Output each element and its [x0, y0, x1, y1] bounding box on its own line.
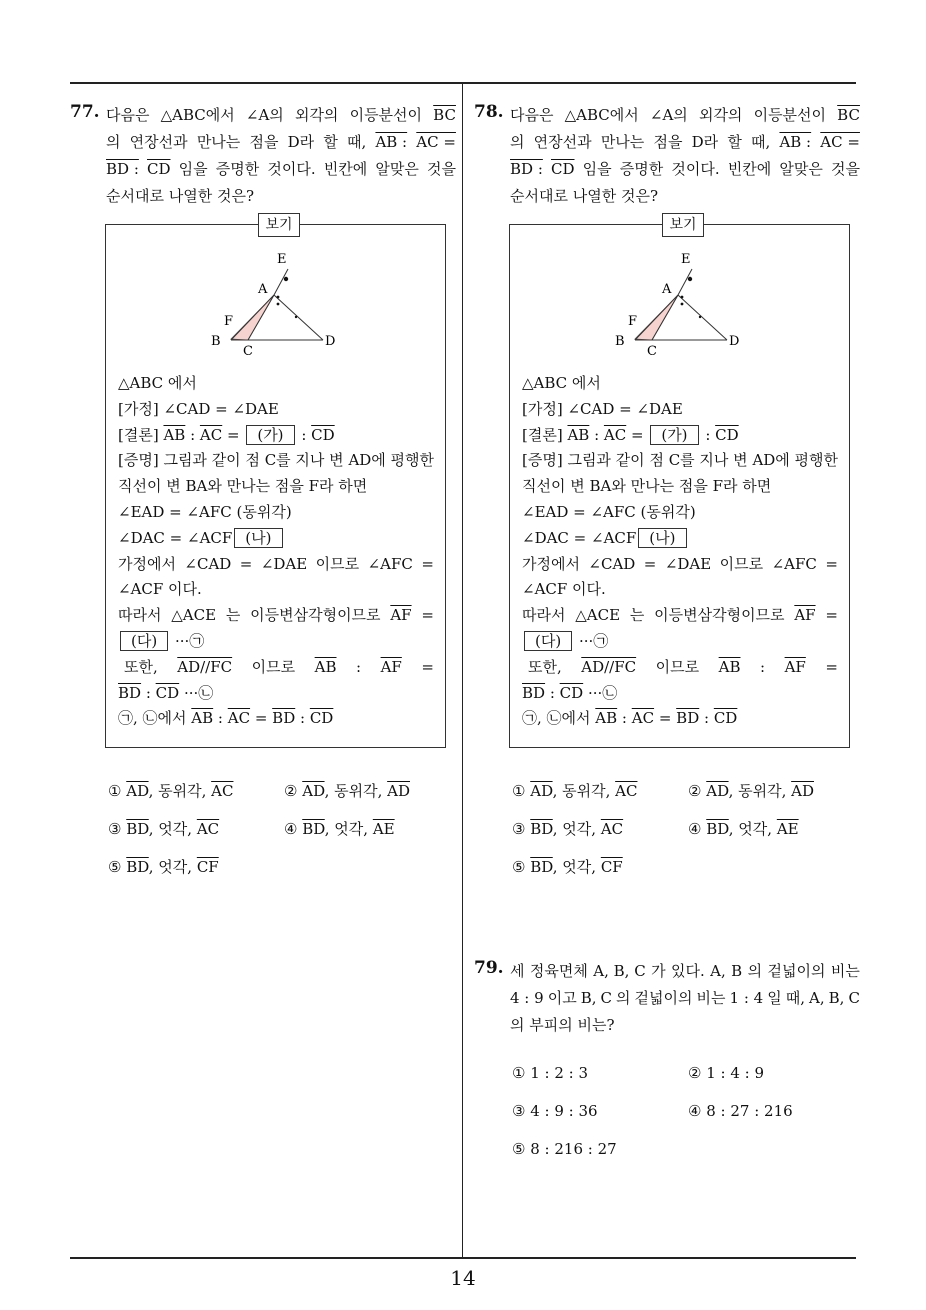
- word: 또한,: [528, 657, 562, 676]
- text: =: [626, 425, 649, 444]
- proof-line: [522, 603, 838, 629]
- segment: $\overline{AC}$: [631, 709, 655, 728]
- segment: $\overline{AC}$: [199, 425, 223, 444]
- blank-ga: (가): [650, 425, 698, 445]
- word: 의 부피의 비는?: [510, 1016, 615, 1034]
- proof-line: ∠EAD = ∠AFC (동위각): [522, 502, 696, 521]
- question-number: 78.: [474, 102, 504, 122]
- word: 이등변삼각형이므로: [654, 606, 785, 625]
- word: 빈칸에: [323, 160, 368, 178]
- choice-1[interactable]: ① 1 : 2 : 3: [512, 1064, 589, 1082]
- word: 이등변삼각형이므로: [250, 606, 381, 625]
- answer-choices: [108, 772, 458, 892]
- text: ···㉡: [583, 683, 618, 702]
- word: 연장선과: [533, 133, 592, 151]
- text: :: [617, 709, 632, 728]
- label-b: B: [615, 334, 625, 349]
- word: 때,: [347, 133, 367, 151]
- text: ···㉡: [179, 683, 214, 702]
- proof-line: [118, 655, 434, 681]
- question-number: 79.: [474, 958, 504, 978]
- segment-ba: [635, 295, 678, 340]
- word: 겉넓이의: [767, 962, 826, 980]
- segment: $\overline{CD}$: [551, 160, 575, 178]
- angle-mark: [681, 303, 684, 306]
- proof-line: [522, 629, 838, 655]
- top-rule: [70, 82, 856, 84]
- text: :: [185, 425, 200, 444]
- segment: BD :: [106, 160, 139, 178]
- word: 이므로: [719, 554, 764, 573]
- proof-line: [118, 552, 434, 578]
- word: 는: [225, 606, 241, 625]
- proof-line: [증명] 그림과 같이 점 C를 지나 변 AD에 평행한: [522, 451, 839, 470]
- word: A,: [809, 989, 825, 1007]
- word: 의: [106, 133, 121, 151]
- word: =: [643, 554, 657, 573]
- word: =: [825, 554, 838, 573]
- word: 는: [629, 606, 645, 625]
- proof-line: [118, 681, 434, 707]
- word: ∠DAE: [664, 554, 712, 573]
- segment: $\overline{CD}$: [309, 709, 334, 728]
- word: 만나는: [196, 133, 241, 151]
- question-line: [510, 1012, 860, 1039]
- blank-da: (다): [524, 631, 572, 651]
- word: 있다.: [671, 962, 705, 980]
- question-line: [106, 156, 456, 183]
- word: =: [825, 606, 838, 625]
- question-line: [510, 183, 860, 210]
- segment: $\overline{BD}$: [272, 709, 296, 728]
- proof-line: ∠ACF 이다.: [118, 580, 202, 599]
- label-a: A: [662, 282, 672, 297]
- question-text: [510, 958, 860, 1039]
- proof-text: [118, 371, 434, 732]
- proof-line: [522, 706, 838, 732]
- word: 다음은: [510, 106, 554, 124]
- segment: $\overline{AB}$: [314, 657, 337, 676]
- word: △ACE: [575, 606, 621, 625]
- segment: $\overline{CD}$: [715, 425, 739, 444]
- label-d: D: [325, 334, 336, 349]
- text: [결론]: [118, 425, 159, 444]
- segment: $\overline{BD}$: [118, 683, 142, 702]
- text: [결론]: [522, 425, 563, 444]
- word: 빈칸에: [727, 160, 772, 178]
- segment: AB :: [375, 133, 408, 151]
- segment: AB :: [779, 133, 812, 151]
- word: 것을: [426, 160, 456, 178]
- segment: $\overline{AF}$: [380, 657, 402, 676]
- label-c: C: [647, 344, 657, 359]
- proof-line: [증명] 그림과 같이 점 C를 지나 변 AD에 평행한: [118, 451, 435, 470]
- parallel-mark: [699, 316, 701, 318]
- word: B,: [828, 989, 845, 1007]
- text: ∠DAC = ∠ACF: [522, 528, 637, 547]
- question-line: [106, 102, 456, 129]
- word: 세: [510, 962, 525, 980]
- word: 이등분선이: [349, 106, 423, 124]
- word: ∠AFC: [771, 554, 817, 573]
- answer-choices: [512, 1054, 862, 1174]
- choice-2[interactable]: ② $\overline{AD}$, 동위각, $\overline{AD}$: [284, 782, 410, 800]
- proof-line: [522, 423, 838, 449]
- text: =: [250, 709, 273, 728]
- word: D라: [287, 133, 315, 151]
- choice-4[interactable]: ④ $\overline{BD}$, 엇각, $\overline{AE}$: [284, 820, 395, 838]
- word: ∠A의: [245, 106, 284, 124]
- word: 이등분선이: [753, 106, 827, 124]
- bottom-rule: [70, 1257, 856, 1259]
- choice-3[interactable]: ③ 4 : 9 : 36: [512, 1102, 598, 1120]
- text: ···㉠: [574, 631, 609, 650]
- segment: $\overline{AB}$: [595, 709, 618, 728]
- proof-text: [522, 371, 838, 732]
- word: 다음은: [106, 106, 150, 124]
- proof-line: [118, 629, 434, 655]
- choice-4[interactable]: ④ $\overline{BD}$, 엇각, $\overline{AE}$: [688, 820, 799, 838]
- word: 할: [727, 133, 742, 151]
- word: =: [239, 554, 253, 573]
- segment: $\overline{CD}$: [155, 683, 180, 702]
- word: 이므로: [251, 657, 296, 676]
- text: :: [141, 683, 156, 702]
- word: 이고: [547, 989, 577, 1007]
- text: =: [222, 425, 245, 444]
- label-a: A: [258, 282, 268, 297]
- point-e-dot: [688, 277, 692, 281]
- segment: $\overline{BC}$: [837, 106, 860, 124]
- word: 임을: [178, 160, 208, 178]
- segment: $\overline{AB}$: [567, 425, 590, 444]
- question-text: [106, 102, 456, 210]
- choice-4[interactable]: ④ 8 : 27 : 216: [688, 1102, 793, 1120]
- word: 할: [323, 133, 338, 151]
- word: 이므로: [315, 554, 360, 573]
- word: 의: [616, 989, 631, 1007]
- text: :: [295, 709, 310, 728]
- text: ㉠, ㉡에서: [118, 709, 192, 728]
- text: =: [654, 709, 677, 728]
- word: C: [848, 989, 860, 1007]
- question-text: [510, 102, 860, 210]
- choice-5[interactable]: ⑤ $\overline{BD}$, 엇각, $\overline{CF}$: [512, 858, 623, 876]
- question-77: [70, 102, 460, 902]
- segment: $\overline{BC}$: [433, 106, 456, 124]
- word: △ACE: [171, 606, 217, 625]
- word: 가: [651, 962, 666, 980]
- word: 외각의: [294, 106, 339, 124]
- word: 때,: [785, 989, 805, 1007]
- word: :: [760, 657, 766, 676]
- question-79: [474, 958, 864, 1168]
- proof-line: [118, 603, 434, 629]
- segment-ad: [678, 295, 727, 340]
- segment: $\overline{BD}$: [522, 683, 546, 702]
- proof-line: 직선이 변 BA와 만나는 점을 F라 하면: [522, 477, 772, 496]
- word: 이므로: [655, 657, 700, 676]
- column-divider: [462, 83, 463, 1258]
- proof-line: [118, 706, 434, 732]
- word: ∠DAE: [260, 554, 308, 573]
- text: :: [296, 425, 312, 444]
- segment: $\overline{CD}$: [311, 425, 335, 444]
- word: D라: [691, 133, 719, 151]
- segment: BD :: [510, 160, 543, 178]
- proof-line: [가정] ∠CAD = ∠DAE: [118, 399, 279, 418]
- question-line: [510, 985, 860, 1012]
- word: =: [421, 657, 434, 676]
- word: 따라서: [118, 606, 162, 625]
- word: 외각의: [698, 106, 743, 124]
- word: B: [731, 962, 743, 980]
- segment: $\overline{BD}$: [676, 709, 700, 728]
- word: 일: [767, 989, 782, 1007]
- segment: $\overline{AF}$: [390, 606, 412, 625]
- choice-5[interactable]: ⑤ 8 : 216 : 27: [512, 1140, 617, 1158]
- proof-line: ∠EAD = ∠AFC (동위각): [118, 502, 292, 521]
- angle-mark: [277, 303, 280, 306]
- label-e: E: [277, 252, 287, 267]
- word: 가정에서: [118, 554, 176, 573]
- proof-line: [118, 526, 434, 552]
- word: A, B, C: [593, 962, 646, 980]
- segment-ae: [678, 269, 692, 295]
- word: 의: [510, 133, 525, 151]
- choice-5[interactable]: ⑤ $\overline{BD}$, 엇각, $\overline{CF}$: [108, 858, 219, 876]
- word: 순서대로 나열한 것은?: [510, 187, 658, 205]
- label-d: D: [729, 334, 740, 349]
- word: 것을: [830, 160, 860, 178]
- word: 4 : 9: [510, 989, 544, 1007]
- segment: $\overline{AC}$: [603, 425, 627, 444]
- choice-3[interactable]: ③ $\overline{BD}$, 엇각, $\overline{AC}$: [512, 820, 624, 838]
- proof-line: ∠ACF 이다.: [522, 580, 606, 599]
- word: 증명한: [619, 160, 664, 178]
- word: ∠CAD: [588, 554, 636, 573]
- word: ∠A의: [649, 106, 688, 124]
- word: 증명한: [215, 160, 260, 178]
- question-78: [474, 102, 864, 902]
- angle-mark: [277, 296, 280, 299]
- word: 점을: [653, 133, 683, 151]
- text: :: [213, 709, 228, 728]
- question-line: [106, 129, 456, 156]
- choice-3[interactable]: ③ $\overline{BD}$, 엇각, $\overline{AC}$: [108, 820, 220, 838]
- word: 1 : 4: [729, 989, 764, 1007]
- page-number: 14: [450, 1266, 476, 1290]
- answer-choices: [512, 772, 862, 892]
- label-c: C: [243, 344, 253, 359]
- segment: AD//FC: [177, 657, 233, 676]
- segment: $\overline{AF}$: [794, 606, 816, 625]
- word: :: [356, 657, 362, 676]
- segment-ae: [274, 269, 288, 295]
- segment: AC =: [416, 133, 456, 151]
- bogi-box: [509, 217, 850, 748]
- question-number: 77.: [70, 102, 100, 122]
- word: =: [421, 606, 434, 625]
- text: :: [700, 425, 716, 444]
- word: 비는: [830, 962, 860, 980]
- question-line: [510, 958, 860, 985]
- word: 의: [747, 962, 763, 980]
- proof-line: [522, 526, 838, 552]
- blank-na: (나): [234, 528, 282, 548]
- proof-line: 직선이 변 BA와 만나는 점을 F라 하면: [118, 477, 368, 496]
- word: 순서대로 나열한 것은?: [106, 187, 254, 205]
- point-e-dot: [284, 277, 288, 281]
- segment-ba: [231, 295, 274, 340]
- word: 또한,: [124, 657, 158, 676]
- word: 것이다.: [267, 160, 316, 178]
- word: ∠AFC: [367, 554, 413, 573]
- choice-2[interactable]: ② $\overline{AD}$, 동위각, $\overline{AD}$: [688, 782, 814, 800]
- word: 만나는: [600, 133, 645, 151]
- bogi-box: [105, 217, 446, 748]
- word: =: [825, 657, 838, 676]
- proof-line: [522, 681, 838, 707]
- triangle-figure: [206, 239, 346, 359]
- proof-line: [522, 552, 838, 578]
- bogi-label: 보기: [662, 213, 704, 237]
- word: 것이다.: [671, 160, 720, 178]
- proof-line: △ABC 에서: [118, 374, 197, 392]
- label-f: F: [628, 314, 638, 329]
- blank-na: (나): [638, 528, 686, 548]
- blank-da: (다): [120, 631, 168, 651]
- label-f: F: [224, 314, 234, 329]
- text: :: [589, 425, 604, 444]
- word: 겉넓이의: [634, 989, 693, 1007]
- proof-line: [522, 655, 838, 681]
- word: 연장선과: [129, 133, 188, 151]
- word: 알맞은: [779, 160, 823, 178]
- word: 점을: [249, 133, 279, 151]
- word: △ABC에서: [160, 106, 235, 124]
- segment: $\overline{AB}$: [163, 425, 186, 444]
- word: 가정에서: [522, 554, 580, 573]
- word: 정육면체: [529, 962, 588, 980]
- proof-line: △ABC 에서: [522, 374, 601, 392]
- blank-ga: (가): [246, 425, 294, 445]
- triangle-figure: [610, 239, 750, 359]
- word: A,: [710, 962, 726, 980]
- word: 따라서: [522, 606, 566, 625]
- choice-1[interactable]: ① $\overline{AD}$, 동위각, $\overline{AC}$: [108, 782, 234, 800]
- angle-mark: [681, 296, 684, 299]
- segment: $\overline{CD}$: [713, 709, 738, 728]
- segment-ad: [274, 295, 323, 340]
- segment: AC =: [820, 133, 860, 151]
- word: 임을: [582, 160, 612, 178]
- text: ㉠, ㉡에서: [522, 709, 596, 728]
- segment: $\overline{AF}$: [784, 657, 806, 676]
- word: ∠CAD: [184, 554, 232, 573]
- segment: $\overline{CD}$: [147, 160, 171, 178]
- segment: $\overline{AC}$: [227, 709, 251, 728]
- question-line: [510, 129, 860, 156]
- word: 비는: [696, 989, 726, 1007]
- word: C: [600, 989, 612, 1007]
- choice-1[interactable]: ① $\overline{AD}$, 동위각, $\overline{AC}$: [512, 782, 638, 800]
- word: △ABC에서: [564, 106, 639, 124]
- text: :: [699, 709, 714, 728]
- question-line: [106, 183, 456, 210]
- segment: $\overline{AB}$: [718, 657, 741, 676]
- word: 알맞은: [375, 160, 419, 178]
- question-line: [510, 156, 860, 183]
- word: B,: [580, 989, 597, 1007]
- proof-line: [118, 423, 434, 449]
- text: :: [545, 683, 560, 702]
- word: =: [421, 554, 434, 573]
- proof-line: [가정] ∠CAD = ∠DAE: [522, 399, 683, 418]
- question-line: [510, 102, 860, 129]
- segment: $\overline{AB}$: [191, 709, 214, 728]
- parallel-mark: [295, 316, 297, 318]
- label-b: B: [211, 334, 221, 349]
- label-e: E: [681, 252, 691, 267]
- text: ∠DAC = ∠ACF: [118, 528, 233, 547]
- choice-2[interactable]: ② 1 : 4 : 9: [688, 1064, 765, 1082]
- word: 때,: [751, 133, 771, 151]
- text: ···㉠: [170, 631, 205, 650]
- bogi-label: 보기: [258, 213, 300, 237]
- segment: $\overline{CD}$: [559, 683, 584, 702]
- segment: AD//FC: [581, 657, 637, 676]
